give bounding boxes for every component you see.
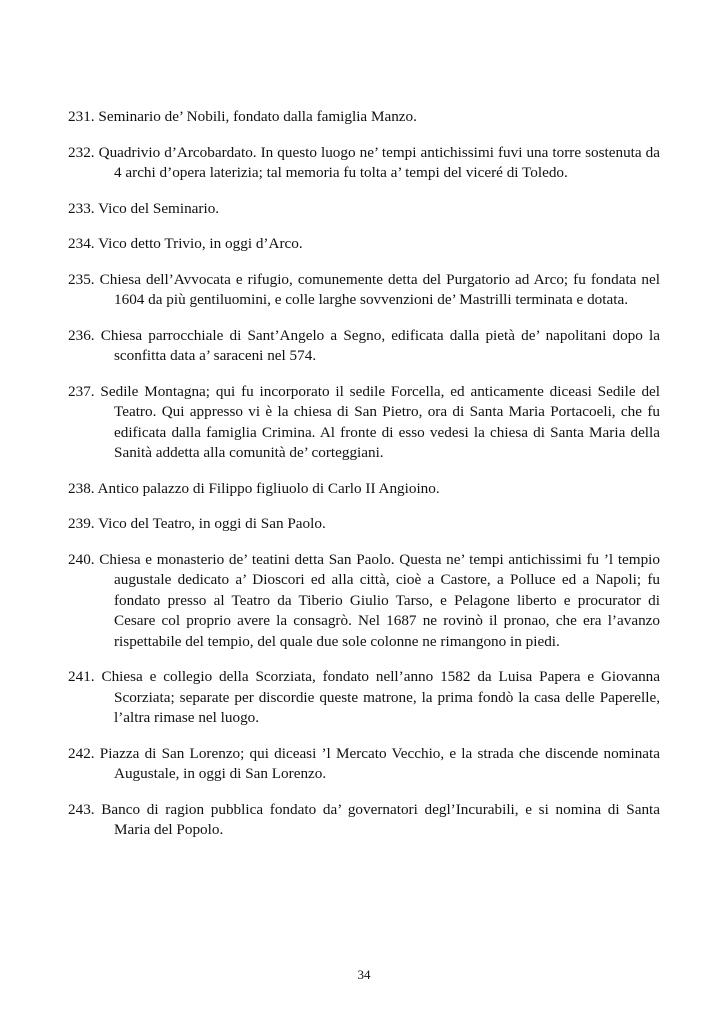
entry-233 [68,199,660,220]
entry-text: Banco di ragion pubblica fondato da’ governatori degl’Incurabili, e si nomina di Santa Maria del Popolo. [101,800,661,838]
entry-236 [68,326,660,367]
entry-number: 243. [68,800,95,818]
entry-235 [68,270,660,311]
entry-number: 231. [68,108,95,125]
entry-number: 235. [68,270,95,288]
entry-number: 234. [68,235,95,252]
entry-text: Sedile Montagna; qui fu incorporato il sedile Forcella, ed anticamente diceasi Sedile del Teatro. Qui appresso vi è la chiesa di San Pietro, ora di Santa Maria Portacoeli, che fu edificata dalla famiglia Crimina. Al fronte di esso vedesi la chiesa di Santa Maria della Sanità addetta alla comunità de’ corteggiani. [100,382,661,461]
entry-232 [68,143,660,184]
entry-text: Vico detto Trivio, in oggi d’Arco. [98,235,303,252]
entry-text: Chiesa e monasterio de’ teatini detta San Paolo. Questa ne’ tempi antichissimi fu ’l tempio augustale dedicato a’ Dioscori ed alla città, cioè a Castore, a Polluce ed a Napoli; fu fondato presso al Teatro da Tiberio Giulio Tarso, e Pelagone liberto e procurator di Cesare col proprio avere la consagrò. Nel 1687 ne rovinò il pronao, che era l’avanzo rispettabile del tempio, del quale due sole colonne ne rimangono in piedi. [99,550,660,650]
entry-text: Quadrivio d’Arcobardato. In questo luogo ne’ tempi antichissimi fuvi una torre sostenuta da 4 archi d’opera laterizia; tal memoria fu tolta a’ tempi del viceré di Toledo. [98,143,661,181]
entry-number: 237. [68,382,95,400]
entry-text: Antico palazzo di Filippo figliuolo di Carlo II Angioino. [97,479,440,497]
entry-241 [68,667,660,729]
entry-number: 240. [68,550,95,568]
entry-number: 242. [68,744,95,762]
entry-text: Seminario de’ Nobili, fondato dalla famiglia Manzo. [98,108,417,125]
entry-243 [68,800,660,841]
entry-238 [68,479,660,500]
entry-239 [68,514,660,535]
entry-text: Chiesa parrocchiale di Sant’Angelo a Segno, edificata dalla pietà de’ napolitani dopo la sconfitta data a’ saraceni nel 574. [100,326,661,364]
entry-number: 233. [68,199,95,217]
entry-text: Chiesa dell’Avvocata e rifugio, comunemente detta del Purgatorio ad Arco; fu fondata nel 1604 da più gentiluomini, e colle larghe sovvenzioni de’ Mastrilli terminata e dotata. [99,270,660,308]
entry-text: Vico del Teatro, in oggi di San Paolo. [98,515,326,532]
entry-number: 241. [68,668,95,685]
entry-240 [68,550,660,653]
entry-text: Chiesa e collegio della Scorziata, fondato nell’anno 1582 da Luisa Papera e Giovanna Scorziata; separate per discordie queste matrone, la prima fondò la casa delle Paperelle, l’altra rimase nel luogo. [101,668,660,726]
entry-number: 236. [68,326,95,344]
page-number: 34 [357,967,371,982]
entry-number: 239. [68,515,95,532]
entry-234 [68,234,660,255]
entry-text: Piazza di San Lorenzo; qui diceasi ’l Mercato Vecchio, e la strada che discende nominata Augustale, in oggi di San Lorenzo. [99,744,660,782]
entry-text: Vico del Seminario. [98,199,220,217]
entry-237 [68,382,660,464]
entry-231 [68,107,660,128]
page-body [68,107,660,856]
entry-number: 238. [68,479,95,497]
entry-number: 232. [68,143,95,161]
entry-242 [68,744,660,785]
